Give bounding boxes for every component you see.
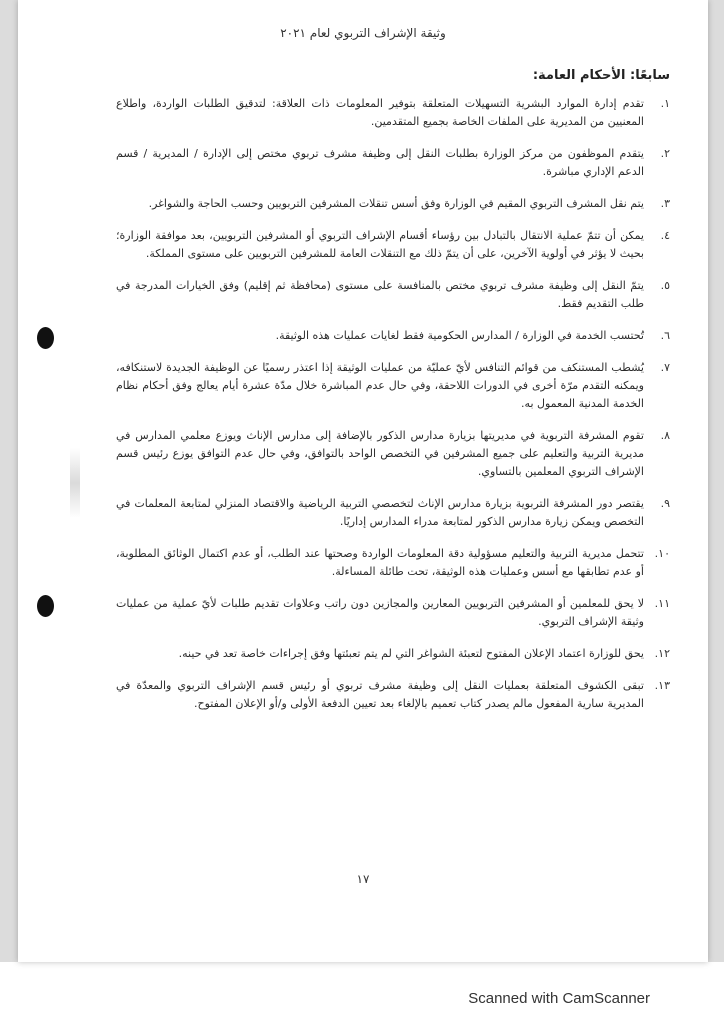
item-number: ١١. [654,597,670,610]
item-text: يقتصر دور المشرفة التربوية بزيارة مدارس الإناث لتخصصي التربية الرياضية والاقتصاد المنزلي لمتابعة المعلمات في التخصص ويمكن زيارة مدارس الذكور لمتابعة مدراء المدارس إداريًا. [116,497,644,528]
list-item [116,545,670,581]
list-item [116,145,670,181]
item-text: تقدم إدارة الموارد البشرية التسهيلات المتعلقة بتوفير المعلومات ذات العلاقة: لتدقيق الطلبات الواردة، واطلاع المعنيين من المديرية على الملفات الخاصة بجميع المتقدمين. [116,97,644,128]
item-number: ٥. [660,279,670,292]
item-number: ٩. [660,497,670,510]
item-number: ١. [660,97,670,110]
item-text: يتمّ النقل إلى وظيفة مشرف تربوي مختص بالمنافسة على مستوى (محافظة ثم إقليم) وفق الخيارات المدرجة في طلب التقديم فقط. [116,279,644,310]
list-item [116,427,670,481]
item-number: ٨. [660,429,670,442]
document-body [116,68,670,727]
camscanner-watermark: Scanned with CamScanner [468,990,650,1007]
list-item [116,359,670,413]
list-item [116,677,670,713]
item-number: ٤. [660,229,670,242]
section-title: سابعًا: الأحكام العامة: [532,68,670,83]
item-text: يتم نقل المشرف التربوي المقيم في الوزارة وفق أسس تنقلات المشرفين التربويين وحسب الحاجة والشواغر. [148,197,644,210]
ink-bleed-mark [70,448,80,518]
item-text: لا يحق للمعلمين أو المشرفين التربويين المعارين والمجازين دون راتب وعلاوات تقديم طلبات لأيّ عملية من عمليات وثيقة الإشراف التربوي. [116,597,644,628]
punch-hole-icon [37,327,54,349]
document-page [18,0,708,962]
list-item [116,495,670,531]
item-text: تتحمل مديرية التربية والتعليم مسؤولية دقة المعلومات الواردة وصحتها عند الطلب، أو عدم اكتمال الوثائق المطلوبة، أو عدم تطابقها مع أسس وعمليات هذه الوثيقة، تحت طائلة المساءلة. [116,547,644,578]
item-number: ٦. [660,329,670,342]
item-number: ١٢. [654,647,670,660]
list-item [116,95,670,131]
item-text: تبقى الكشوف المتعلقة بعمليات النقل إلى وظيفة مشرف تربوي أو رئيس قسم الإشراف التربوي والمعدّة في المديرية سارية المفعول مالم يصدر كتاب تعميم بالإلغاء بعد تعيين الدفعة الأولى و/أو الإعلان المفتوح. [116,679,644,710]
list-item [116,195,670,213]
item-number: ١٣. [654,679,670,692]
list-item [116,277,670,313]
page-number: ١٧ [356,872,370,886]
list-item [116,327,670,345]
item-text: يُشطب المستنكف من قوائم التنافس لأيّ عمليّة من عمليات الوثيقة إذا اعتذر رسميًا عن الوظيفة الجديدة لاستنكافه، ويمكنه التقدم مرّة أخرى في الدورات اللاحقة، وفي حال عدم المباشرة خلال مدّة عشرة أيام يعالج وفق أحكام نظام الخدمة المدنية المعمول به. [116,361,644,410]
item-text: يمكن أن تتمّ عملية الانتقال بالتبادل بين رؤساء أقسام الإشراف التربوي أو المشرفين التربويين، بعد موافقة الوزارة؛ بحيث لا يؤثر في أولوية الآخرين، على أن يتمّ ذلك مع التنقلات العامة للمشرفين التربويين على مستوى المملكة. [116,229,644,260]
item-number: ٣. [660,197,670,210]
item-text: يحق للوزارة اعتماد الإعلان المفتوح لتعبئة الشواغر التي لم يتم تعبئتها وفق إجراءات خاصة تعد في حينه. [178,647,644,660]
item-number: ١٠. [654,547,670,560]
item-number: ٧. [660,361,670,374]
list-item [116,227,670,263]
item-text: تُحتسب الخدمة في الوزارة / المدارس الحكومية فقط لغايات عمليات هذه الوثيقة. [275,329,644,342]
item-text: يتقدم الموظفون من مركز الوزارة بطلبات النقل إلى وظيفة مشرف تربوي مختص إلى الإدارة / المديرية / قسم الدعم الإداري مباشرة. [116,147,644,178]
punch-hole-icon [37,595,54,617]
item-number: ٢. [660,147,670,160]
items-list [116,95,670,713]
list-item [116,595,670,631]
document-header: وثيقة الإشراف التربوي لعام ٢٠٢١ [280,26,446,40]
item-text: تقوم المشرفة التربوية في مديريتها بزيارة مدارس الذكور بالإضافة إلى مدارس الإناث ويوزع معلمي المدارس في مديرية التربية والتعليم على جميع المشرفين في التخصص الواحد بالتوافق، وفي حال عدم التوافق يوزع رئيس قسم الإشراف التربوي المعلمين بالتساوي. [116,429,644,478]
list-item [116,645,670,663]
